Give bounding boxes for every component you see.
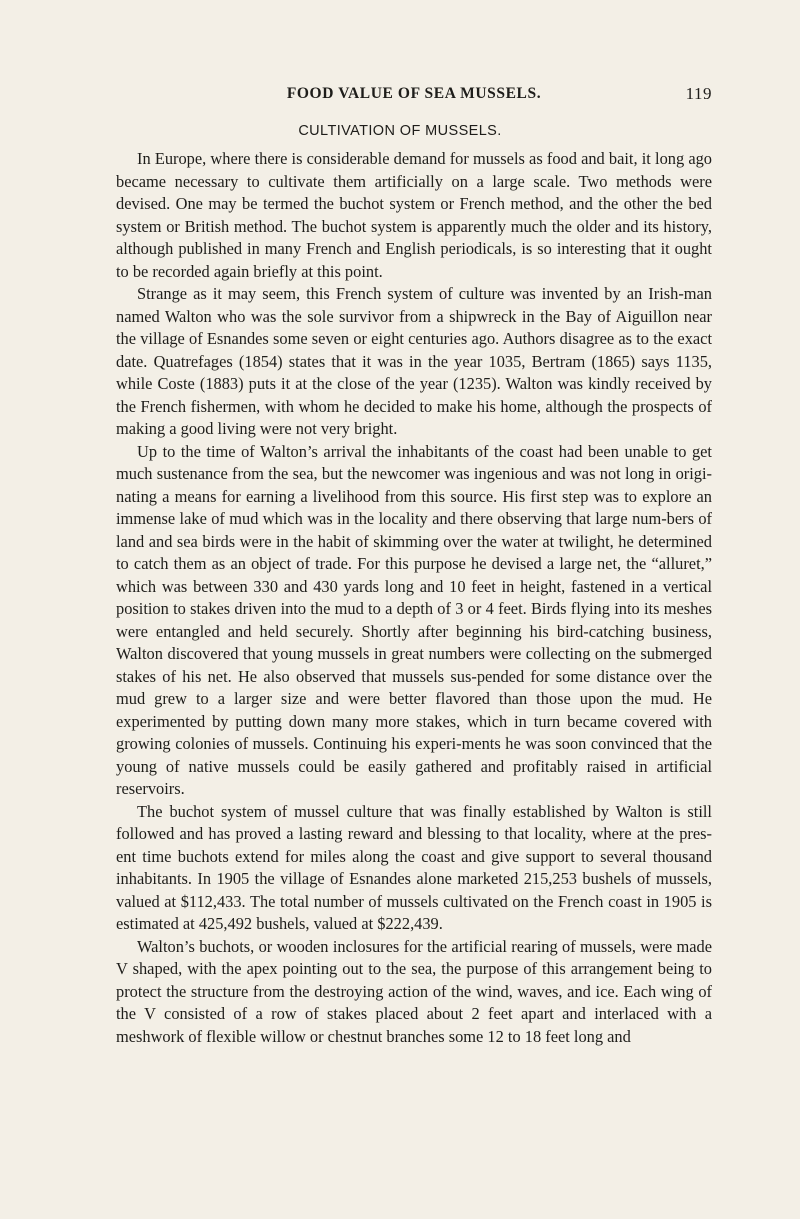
paragraph: Up to the time of Walton’s arrival the inhabitants of the coast had been unable to get much sustenance from the sea, but the newcomer was ingenious and was not long in origi-nating a means for earning a livelihood from this source. His first step was to explore an immense lake of mud which was in the locality and there observing that large num-bers of land and sea birds were in the habit of skimming over the water at twilight, he determined to catch them as an object of trade. For this purpose he devised a large net, the “alluret,” which was between 330 and 430 yards long and 10 feet in height, fastened in a vertical position to stakes driven into the mud to a depth of 3 or 4 feet. Birds flying into its meshes were entangled and held securely. Shortly after beginning his bird-catching business, Walton discovered that young mussels in great numbers were collecting on the submerged stakes of his net. He also observed that mussels sus-pended for some distance over the mud grew to a larger size and were better flavored than those upon the mud. He experimented by putting down many more stakes, which in turn became covered with growing colonies of mussels. Continuing his experi-ments he was soon convinced that the young of native mussels could be easily gathered and profitably raised in artificial reservoirs.: [116, 441, 712, 798]
running-title: FOOD VALUE OF SEA MUSSELS.: [286, 85, 542, 102]
paragraph: In Europe, where there is considerable demand for mussels as food and bait, it long ago became necessary to cultivate them artificially on a large scale. Two methods were devised. One may be termed the buchot system or French method, and the other the bed system or British method. The buchot system is apparently much the older and its history, although published in many French and English periodicals, is so interesting that it ought to be recorded again briefly at this point.: [116, 149, 712, 281]
running-head: [116, 82, 712, 106]
paragraph: Strange as it may seem, this French system of culture was invented by an Irish-man named Walton who was the sole survivor from a shipwreck in the Bay of Aiguillon near the village of Esnandes some seven or eight centuries ago. Authors disagree as to the exact date. Quatrefages (1854) states that it was in the year 1035, Bertram (1865) says 1135, while Coste (1883) puts it at the close of the year (1235). Walton was kindly received by the French fishermen, with whom he decided to make his home, although the prospects of making a good living were not very bright.: [116, 284, 712, 438]
paragraph: The buchot system of mussel culture that was finally established by Walton is still followed and has proved a lasting reward and blessing to that locality, where at the pres-ent time buchots extend for miles along the coast and give support to several thousand inhabitants. In 1905 the village of Esnandes alone marketed 215,253 bushels of mussels, valued at $112,433. The total number of mussels cultivated on the French coast in 1905 is estimated at 425,492 bushels, valued at $222,439.: [116, 801, 712, 933]
page-number: 119: [685, 84, 712, 103]
paragraph: Walton’s buchots, or wooden inclosures for the artificial rearing of mussels, were made V shaped, with the apex pointing out to the sea, the purpose of this arrangement being to protect the structure from the destroying action of the wind, waves, and ice. Each wing of the V consisted of a row of stakes placed about 2 feet apart and interlaced with a meshwork of flexible willow or chestnut branches some 12 to 18 feet long and: [116, 936, 712, 1046]
body-text: [116, 148, 712, 1048]
section-heading: CULTIVATION OF MUSSELS.: [298, 123, 502, 139]
